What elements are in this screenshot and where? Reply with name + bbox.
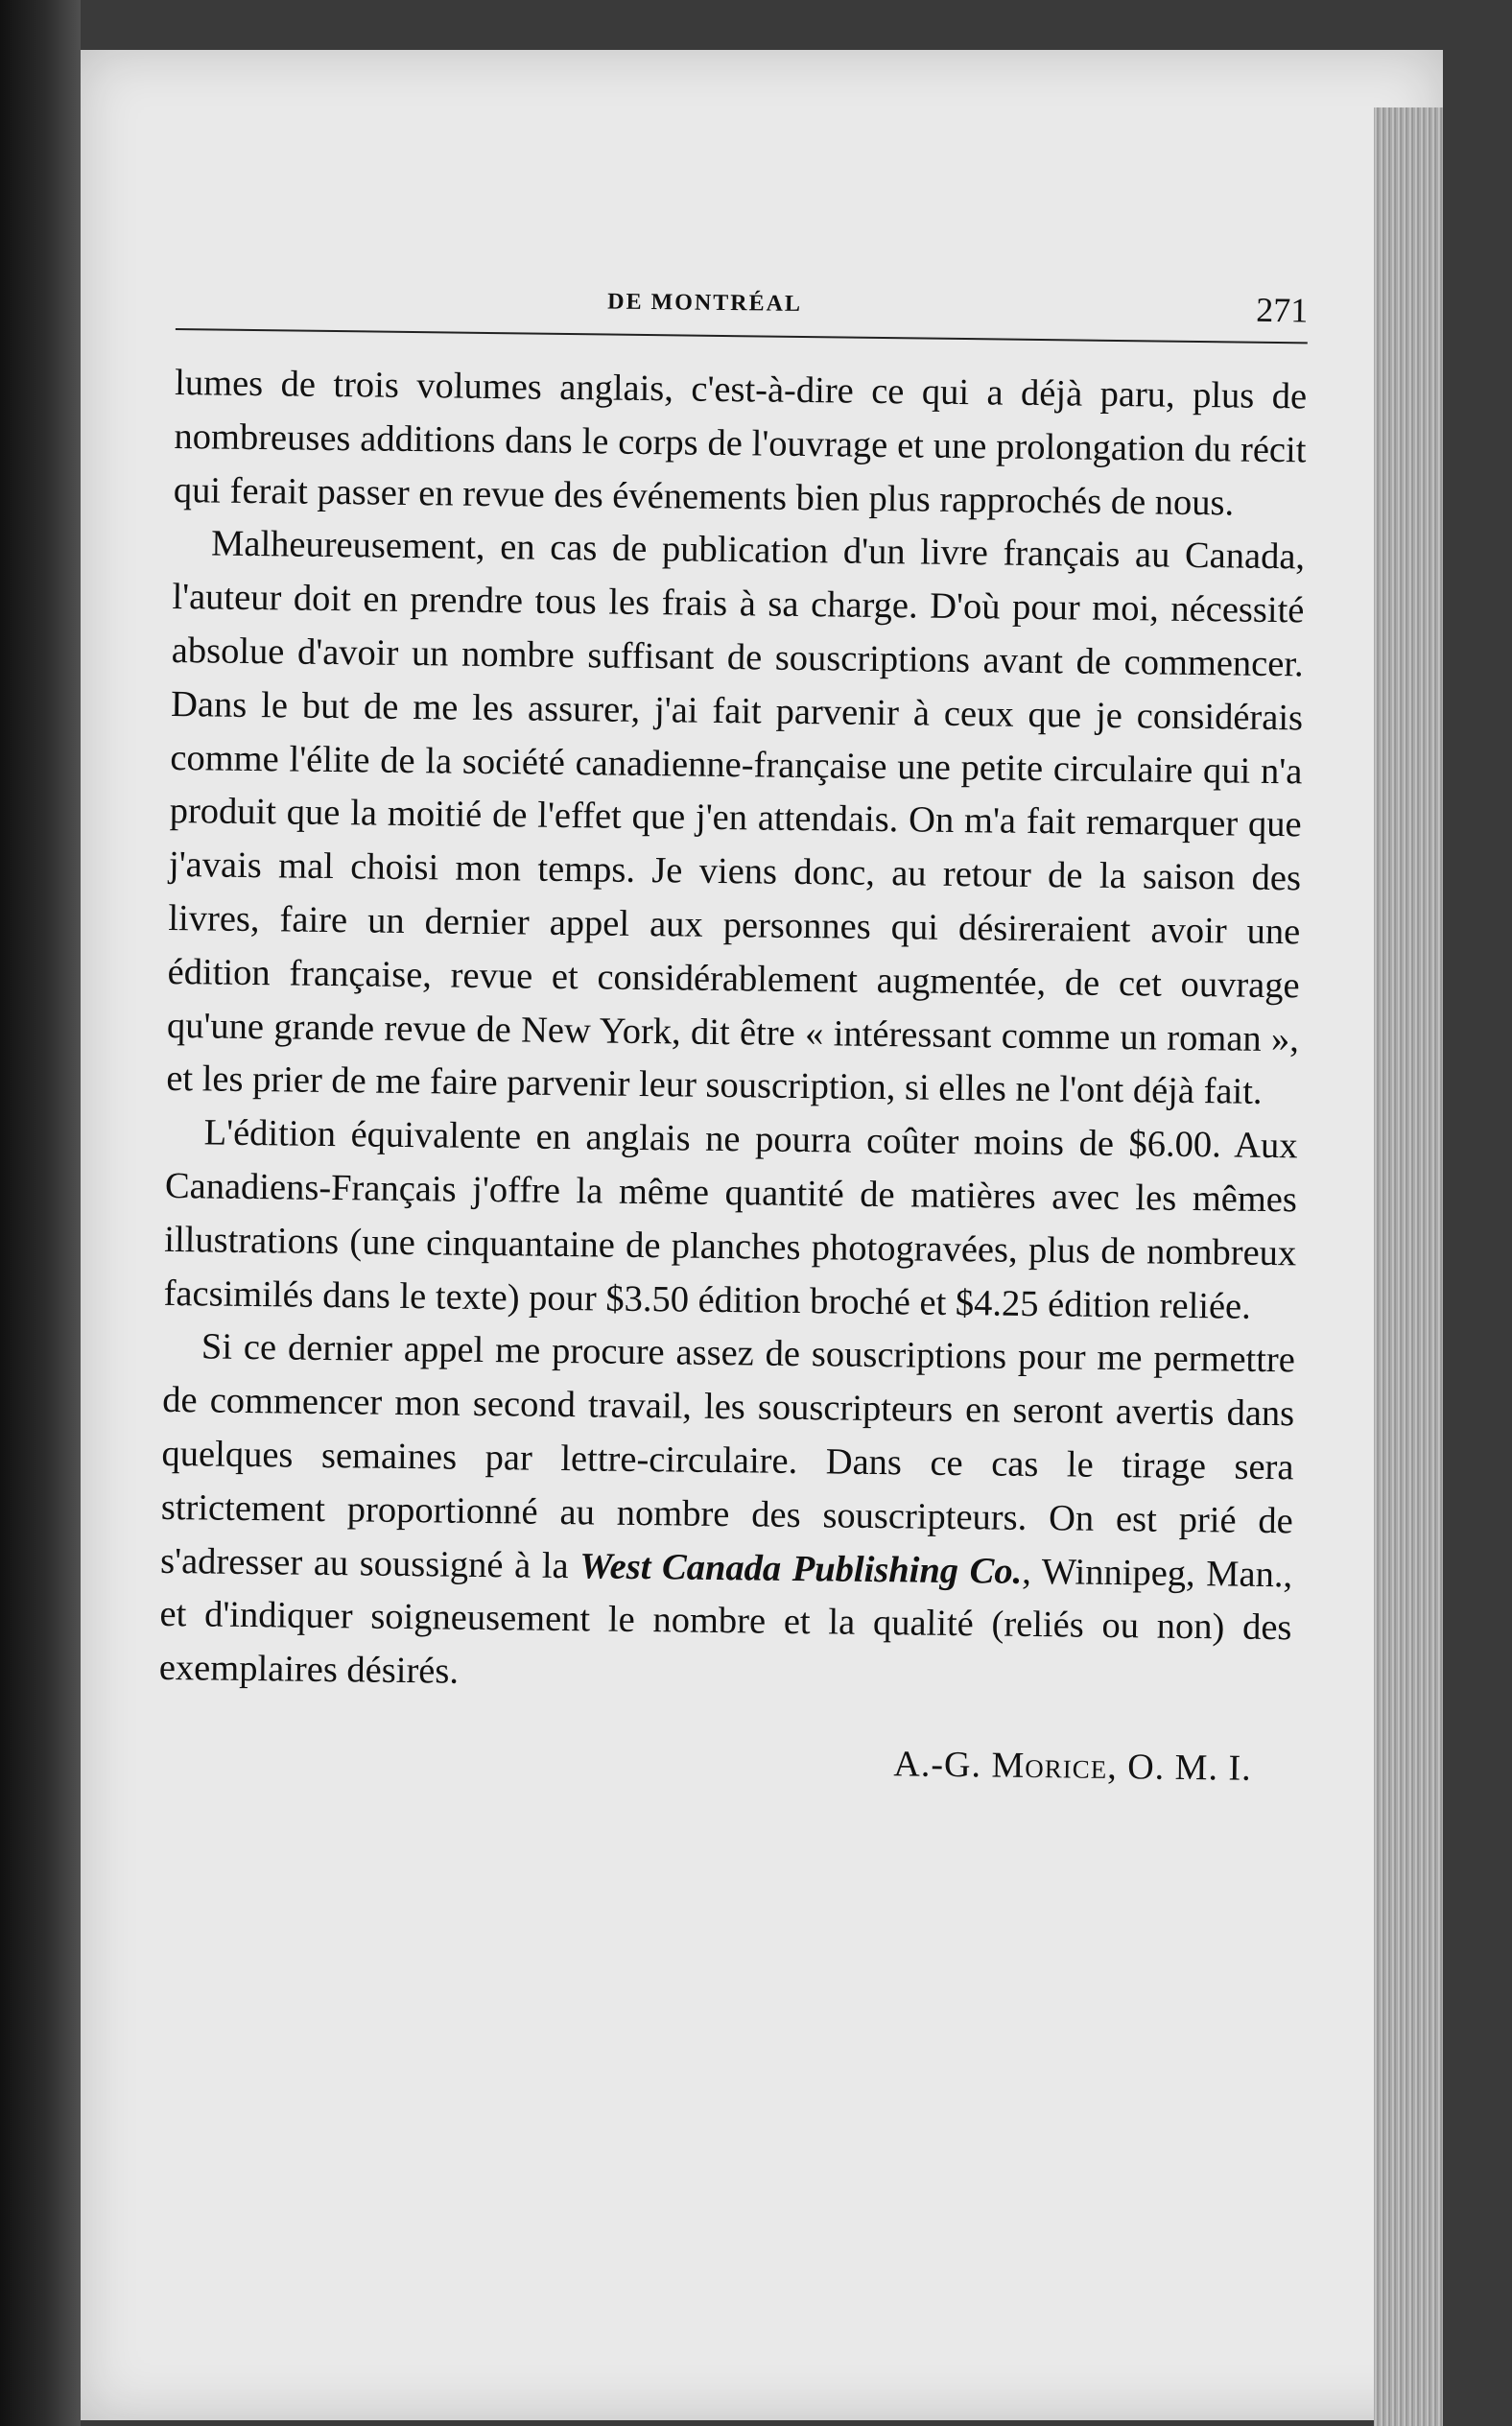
paragraph-3: L'édition équivalente en anglais ne pourra coûter moins de $6.00. Aux Canadiens-Français j'offre la même quantité de matières avec les mêmes illustrations (une cinquantaine de planches photogravées, plus de nombreux facsimilés dans le texte) pour $3.50 édition broché et $4.25 édition reliée. [163,1112,1298,1327]
header-rule [176,328,1308,344]
page-edge-stack [1374,107,1443,2426]
text-block [157,242,1308,1790]
signature [157,1734,1289,1790]
paragraph-2: Malheureusement, en cas de publication d'un livre français au Canada, l'auteur doit en prendre tous les frais à sa charge. D'où pour moi, nécessité absolue d'avoir un nombre suffisant de souscriptions avant de commencer. Dans le but de me les assurer, j'ai fait parvenir à ceux que je considérais comme l'élite de la société canadienne-française une petite circulaire qui n'a produit que la moitié de l'effet que j'en attendais. On m'a fait remarquer que j'avais mal choisi mon temps. Je viens donc, au retour de la saison des livres, faire un dernier appel aux personnes qui désireraient avoir une édition française, revue et considérablement augmentée, de cet ouvrage qu'une grande revue de New York, dit être « intéressant comme un roman », et les prier de me faire parvenir leur souscription, si elles ne l'ont déjà fait. [166,523,1306,1113]
paragraph-4-end: , Winnipeg, Man., et d'indiquer soigneusement le nombre et la qualité (reliés ou non) des exemplaires désirés. [158,1551,1293,1692]
paragraph-1: lumes de trois volumes anglais, c'est-à-dire ce qui a déjà paru, plus de nombreuses additions dans le corps de l'ouvrage et une prolongation du récit qui ferait passer en revue des événements bien plus rapprochés de nous. [173,362,1308,524]
paragraph-4-start: Si ce dernier appel me procure assez de souscriptions pour me permettre de commencer mon second travail, les souscripteurs en seront avertis dans quelques semaines par lettre-circulaire. Dans ce cas le tirage sera strictement proportionné au nombre des souscripteurs. On est prié de s'adresser au soussigné à la [159,1326,1296,1586]
book-gutter-shadow [0,0,81,2426]
signature-suffix: O. M. I. [1127,1747,1252,1789]
signature-initials: A.-G. [893,1744,982,1786]
page-sheet [81,50,1443,2420]
running-head: DE MONTRÉAL [607,289,803,317]
body-text [158,357,1307,1709]
signature-name: Morice, [991,1745,1119,1788]
publisher-name: West Canada Publishing Co. [579,1545,1023,1592]
page-number: 271 [1255,290,1309,330]
page-header [176,242,1309,330]
paragraph-4 [158,1320,1295,1709]
